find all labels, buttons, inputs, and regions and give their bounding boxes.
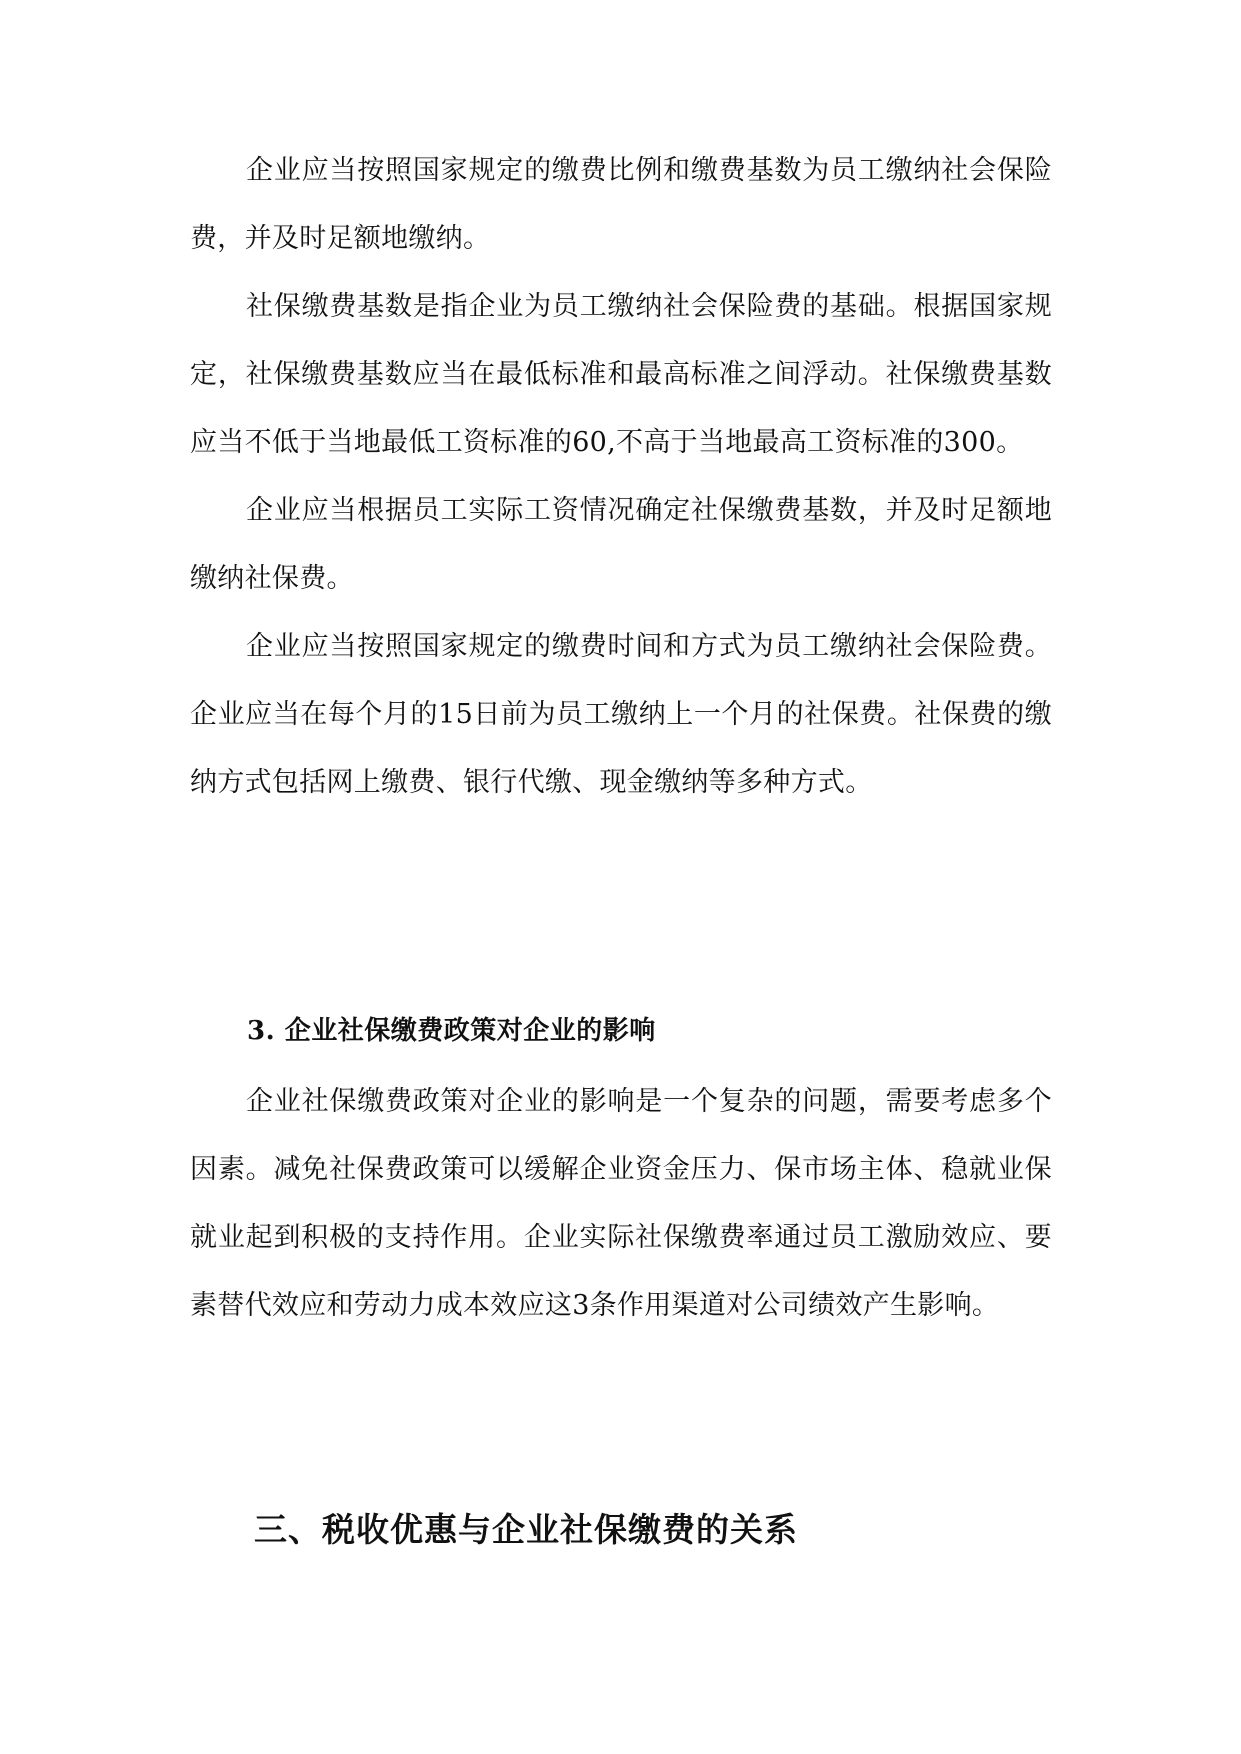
body-text-section <box>190 1068 1052 1340</box>
paragraph-base-determination: 企业应当根据员工实际工资情况确定社保缴费基数，并及时足额地缴纳社保费。 <box>190 495 1052 594</box>
chapter-heading: 三、税收优惠与企业社保缴费的关系 <box>254 1510 798 1549</box>
paragraph-policy-impact: 企业社保缴费政策对企业的影响是一个复杂的问题，需要考虑多个因素。减免社保费政策可以缓解企业资金压力、保市场主体、稳就业保就业起到积极的支持作用。企业实际社保缴费率通过员工激励效应、要素替代效应和劳动力成本效应这3条作用渠道对公司绩效产生影响。 <box>190 1086 1052 1321</box>
paragraph-contribution-base: 社保缴费基数是指企业为员工缴纳社会保险费的基础。根据国家规定，社保缴费基数应当在最低标准和最高标准之间浮动。社保缴费基数应当不低于当地最低工资标准的60,不高于当地最高工资标准的300。 <box>190 291 1052 458</box>
body-text-top <box>190 137 1052 817</box>
paragraph-payment-time: 企业应当按照国家规定的缴费时间和方式为员工缴纳社会保险费。企业应当在每个月的15日前为员工缴纳上一个月的社保费。社保费的缴纳方式包括网上缴费、银行代缴、现金缴纳等多种方式。 <box>190 631 1052 798</box>
section-heading: 3. 企业社保缴费政策对企业的影响 <box>247 1016 656 1046</box>
paragraph-contribution-ratio: 企业应当按照国家规定的缴费比例和缴费基数为员工缴纳社会保险费，并及时足额地缴纳。 <box>190 155 1052 254</box>
